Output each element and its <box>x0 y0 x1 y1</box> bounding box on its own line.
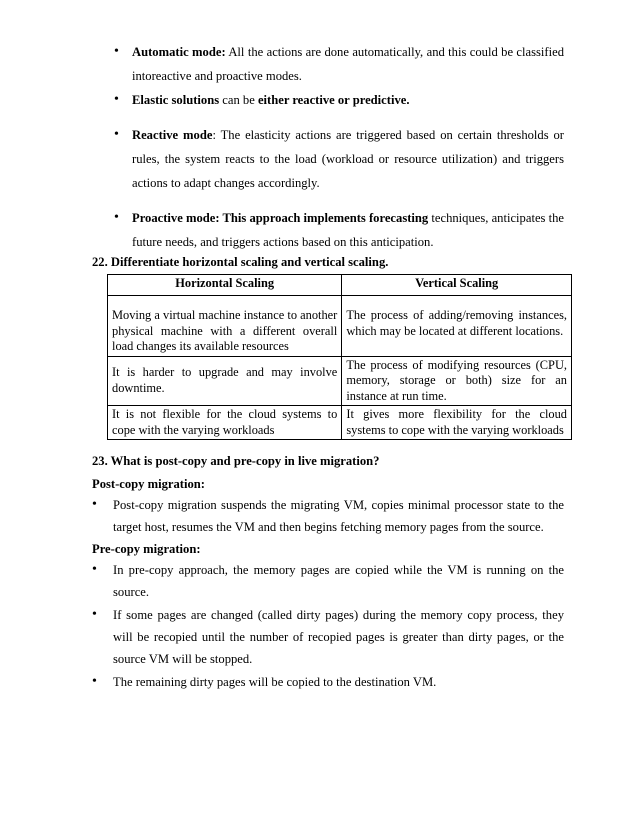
table-row <box>108 406 572 440</box>
list-item: • In pre-copy approach, the memory pages are copied while the VM is running on the source. <box>92 559 564 603</box>
list-item <box>112 88 564 112</box>
term-label: Elastic solutions <box>132 93 220 107</box>
list-item: • Post-copy migration suspends the migrating VM, copies minimal processor state to the target host, resumes the VM and then begins fetching memory pages from the source. <box>92 494 564 538</box>
term-label: Proactive mode: This approach implements forecasting <box>132 211 429 225</box>
table-cell: The process of adding/removing instances, which may be located at different locations. <box>342 296 572 357</box>
item-text: : The elasticity actions are triggered based on certain thresholds or rules, the system reacts to the load (workload or resource utilization) and triggers actions to adapt changes accordingly. <box>132 128 564 190</box>
list-item: • If some pages are changed (called dirty pages) during the memory copy process, they will be recopied until the number of recopied pages is greater than dirty pages, or the source VM will be stopped. <box>92 604 564 670</box>
table-cell: Moving a virtual machine instance to another physical machine with a different overall load changes its available resources <box>108 296 342 357</box>
list-item <box>112 123 564 195</box>
scaling-comparison-table <box>107 274 572 440</box>
post-copy-list <box>92 494 564 539</box>
question-23-heading: 23. What is post-copy and pre-copy in live migration? <box>92 454 380 468</box>
list-item: • The remaining dirty pages will be copied to the destination VM. <box>92 671 564 693</box>
column-header: Vertical Scaling <box>342 275 572 296</box>
pre-copy-title: Pre-copy migration: <box>92 542 201 556</box>
table-row <box>108 356 572 406</box>
table-header-row <box>108 275 572 296</box>
term-label: either reactive or predictive. <box>257 93 410 107</box>
question-22-heading: 22. Differentiate horizontal scaling and vertical scaling. <box>92 255 389 269</box>
table-cell: The process of modifying resources (CPU, memory, storage or both) size for an instance at run time. <box>342 356 572 406</box>
item-text: All the actions are done automatically, and this could be classified intoreactive and proactive modes. <box>132 45 564 83</box>
pre-copy-list <box>92 559 564 694</box>
elasticity-modes-list <box>112 40 564 254</box>
item-text: techniques, anticipates the future needs, and triggers actions based on this anticipation. <box>132 211 564 249</box>
item-text: can be <box>219 93 258 107</box>
post-copy-title: Post-copy migration: <box>92 477 205 491</box>
table-row <box>108 296 572 357</box>
table-cell: It is harder to upgrade and may involve downtime. <box>108 356 342 406</box>
column-header: Horizontal Scaling <box>108 275 342 296</box>
list-item <box>112 206 564 254</box>
table-cell: It is not flexible for the cloud systems to cope with the varying workloads <box>108 406 342 440</box>
term-label: Automatic mode: <box>132 45 226 59</box>
list-item <box>112 40 564 88</box>
term-label: Reactive mode <box>132 128 213 142</box>
table-cell: It gives more flexibility for the cloud systems to cope with the varying workloads <box>342 406 572 440</box>
